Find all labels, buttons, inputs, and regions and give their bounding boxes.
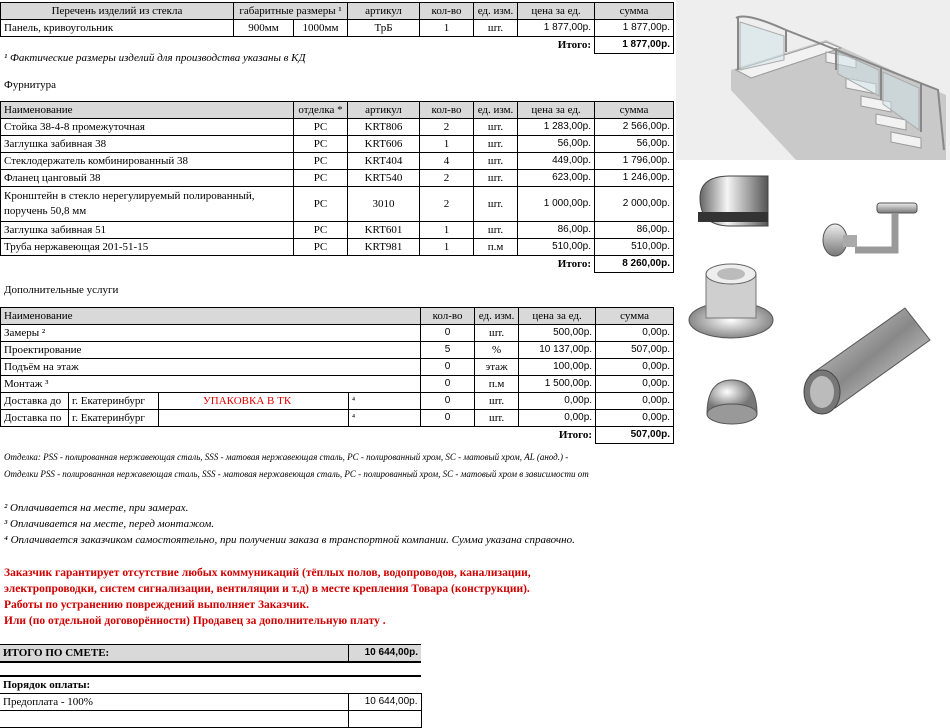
service-qty: 0 <box>421 359 475 376</box>
services-total-label: Итого: <box>558 429 593 442</box>
fittings-table <box>0 101 674 273</box>
item-unit: шт. <box>474 170 518 187</box>
item-qty: 1 <box>420 136 474 153</box>
service-city: г. Екатеринбург <box>69 410 159 427</box>
glass-header-price: цена за ед. <box>518 3 595 20</box>
grand-total-row <box>0 645 421 663</box>
glass-item-sum: 1 877,00р. <box>595 20 674 37</box>
service-sum: 0,00р. <box>596 325 674 342</box>
fittings-total-value: 8 260,00р. <box>595 256 674 273</box>
item-name-line1: Кронштейн в стекло нерегулируемый полированный, <box>4 190 255 202</box>
warning-line-1: Заказчик гарантирует отсутствие любых коммуникаций (тёплых полов, водопроводов, канализации, <box>4 567 531 579</box>
payment-row <box>0 694 421 711</box>
service-price: 100,00р. <box>519 359 596 376</box>
payment-table <box>0 675 422 728</box>
item-sum: 510,00р. <box>595 239 674 256</box>
service-sum: 0,00р. <box>596 410 674 427</box>
item-price: 449,00р. <box>518 153 595 170</box>
finish-note-2: Отделки PSS - полированная нержавеющая сталь, SSS - матовая нержавеющая сталь, PC - полированный хром, SC - матовый хром в зависимости от <box>4 469 589 479</box>
service-qty: 5 <box>421 342 475 359</box>
staircase-image <box>676 0 950 160</box>
table-row <box>1 325 674 342</box>
fittings-header-unit: ед. изм. <box>474 102 518 119</box>
glass-header-dims: габаритные размеры ¹ <box>234 3 348 20</box>
services-title: Дополнительные услуги <box>4 284 119 296</box>
item-article: 3010 <box>348 187 420 222</box>
item-sum: 86,00р. <box>595 222 674 239</box>
table-row <box>1 393 674 410</box>
payment-empty-row <box>0 711 421 728</box>
item-name: Фланец цанговый 38 <box>1 170 294 187</box>
service-unit: шт. <box>475 393 519 410</box>
item-article: KRT981 <box>348 239 420 256</box>
grand-total-value: 10 644,00р. <box>348 645 421 663</box>
service-name: Доставка по <box>1 410 69 427</box>
services-table <box>0 307 674 444</box>
item-finish: PC <box>294 153 348 170</box>
service-sum: 0,00р. <box>596 393 674 410</box>
item-unit: п.м <box>474 239 518 256</box>
service-qty: 0 <box>421 410 475 427</box>
service-sum: 507,00р. <box>596 342 674 359</box>
services-header-unit: ед. изм. <box>475 308 519 325</box>
service-unit: шт. <box>475 410 519 427</box>
item-unit: шт. <box>474 119 518 136</box>
table-row <box>1 359 674 376</box>
service-footnote-mark: ⁴ <box>349 410 421 427</box>
service-unit: % <box>475 342 519 359</box>
service-price: 0,00р. <box>519 393 596 410</box>
item-article: KRT606 <box>348 136 420 153</box>
glass-header-name: Перечень изделий из стекла <box>1 3 234 20</box>
service-sum: 0,00р. <box>596 376 674 393</box>
item-name: Заглушка забивная 38 <box>1 136 294 153</box>
service-qty: 0 <box>421 325 475 342</box>
fittings-header-qty: кол-во <box>420 102 474 119</box>
end-cap-icon <box>702 376 762 431</box>
item-name: Стойка 38-4-8 промежуточная <box>1 119 294 136</box>
item-unit: шт. <box>474 136 518 153</box>
payment-row-label: Предоплата - 100% <box>0 694 348 711</box>
item-qty: 2 <box>420 119 474 136</box>
glass-item-price: 1 877,00р. <box>518 20 595 37</box>
item-finish: PC <box>294 187 348 222</box>
glass-header-row <box>1 3 674 20</box>
pipe-icon <box>795 300 935 415</box>
glass-item-article: ТрБ <box>348 20 420 37</box>
services-header-price: цена за ед. <box>519 308 596 325</box>
item-finish: PC <box>294 119 348 136</box>
item-unit: шт. <box>474 187 518 222</box>
item-qty: 1 <box>420 239 474 256</box>
service-price: 10 137,00р. <box>519 342 596 359</box>
item-name <box>1 187 294 222</box>
fittings-header-name: Наименование <box>1 102 294 119</box>
glass-header-qty: кол-во <box>420 3 474 20</box>
glass-item-name: Панель, кривоугольник <box>1 20 234 37</box>
item-unit: шт. <box>474 153 518 170</box>
item-unit: шт. <box>474 222 518 239</box>
footnote-4: ⁴ Оплачивается заказчиком самостоятельно, при получении заказа в транспортной компании. Сумма указана справочно. <box>4 534 575 546</box>
service-sum: 0,00р. <box>596 359 674 376</box>
item-name: Труба нержавеющая 201-51-15 <box>1 239 294 256</box>
table-row <box>1 342 674 359</box>
payment-row-value: 10 644,00р. <box>348 694 421 711</box>
services-header-sum: сумма <box>596 308 674 325</box>
handrail-bracket-icon <box>815 195 925 265</box>
fittings-header-finish: отделка * <box>294 102 348 119</box>
item-sum: 1 796,00р. <box>595 153 674 170</box>
item-article: KRT540 <box>348 170 420 187</box>
fittings-header-row <box>1 102 674 119</box>
service-extra-note: УПАКОВКА В ТК <box>159 393 349 410</box>
services-header-qty: кол-во <box>421 308 475 325</box>
table-row <box>1 410 674 427</box>
payment-title: Порядок оплаты: <box>0 676 421 694</box>
table-row <box>1 376 674 393</box>
item-finish: PC <box>294 136 348 153</box>
glass-item-width: 900мм <box>234 20 294 37</box>
service-price: 0,00р. <box>519 410 596 427</box>
service-price: 500,00р. <box>519 325 596 342</box>
table-row <box>1 170 674 187</box>
service-qty: 0 <box>421 393 475 410</box>
table-row <box>1 187 674 222</box>
table-row <box>1 20 674 37</box>
item-price: 1 283,00р. <box>518 119 595 136</box>
item-qty: 4 <box>420 153 474 170</box>
item-sum: 1 246,00р. <box>595 170 674 187</box>
table-row <box>1 153 674 170</box>
fittings-title: Фурнитура <box>4 79 57 91</box>
grand-total-table <box>0 644 421 663</box>
glass-header-article: артикул <box>348 3 420 20</box>
glass-item-unit: шт. <box>474 20 518 37</box>
fittings-total-row <box>1 256 674 273</box>
table-row <box>1 222 674 239</box>
item-sum: 2 000,00р. <box>595 187 674 222</box>
footnote-2: ² Оплачивается на месте, при замерах. <box>4 502 189 514</box>
fittings-total-label: Итого: <box>557 258 591 271</box>
service-footnote-mark: ⁴ <box>349 393 421 410</box>
glass-item-height: 1000мм <box>294 20 348 37</box>
service-unit: шт. <box>475 325 519 342</box>
finish-note-1: Отделка: PSS - полированная нержавеющая сталь, SSS - матовая нержавеющая сталь, PC - полированный хром, SC - матовый хром, AL (анод.) - <box>4 452 569 462</box>
service-name: Замеры ² <box>1 325 421 342</box>
item-article: KRT601 <box>348 222 420 239</box>
item-price: 1 000,00р. <box>518 187 595 222</box>
service-price: 1 500,00р. <box>519 376 596 393</box>
fittings-header-sum: сумма <box>595 102 674 119</box>
flange-icon <box>686 262 781 342</box>
table-row <box>1 239 674 256</box>
item-price: 510,00р. <box>518 239 595 256</box>
glass-header-sum: сумма <box>595 3 674 20</box>
glass-header-unit: ед. изм. <box>474 3 518 20</box>
fittings-header-article: артикул <box>348 102 420 119</box>
warning-line-2: электропроводки, систем сигнализации, вентиляции и т.д) в месте крепления Товара (конструкции). <box>4 583 530 595</box>
services-header-name: Наименование <box>1 308 421 325</box>
service-name: Монтаж ³ <box>1 376 421 393</box>
services-header-row <box>1 308 674 325</box>
item-qty: 2 <box>420 187 474 222</box>
item-price: 623,00р. <box>518 170 595 187</box>
service-unit: этаж <box>475 359 519 376</box>
item-article: KRT404 <box>348 153 420 170</box>
services-total-value: 507,00р. <box>596 427 674 444</box>
item-finish: PC <box>294 239 348 256</box>
warning-line-3: Работы по устранению повреждений выполняет Заказчик. <box>4 599 309 611</box>
grand-total-label: ИТОГО ПО СМЕТЕ: <box>0 645 348 663</box>
glass-total-row <box>1 37 674 54</box>
services-total-row <box>1 427 674 444</box>
glass-total-label: Итого: <box>557 39 591 52</box>
item-sum: 2 566,00р. <box>595 119 674 136</box>
table-row <box>1 119 674 136</box>
glass-item-qty: 1 <box>420 20 474 37</box>
item-article: KRT806 <box>348 119 420 136</box>
item-finish: PC <box>294 222 348 239</box>
item-price: 56,00р. <box>518 136 595 153</box>
item-qty: 2 <box>420 170 474 187</box>
item-name: Стеклодержатель комбинированный 38 <box>1 153 294 170</box>
payment-title-row <box>0 676 421 694</box>
service-qty: 0 <box>421 376 475 393</box>
glass-total-value: 1 877,00р. <box>595 37 674 54</box>
footnote-3: ³ Оплачивается на месте, перед монтажом. <box>4 518 214 530</box>
warning-line-4: Или (по отдельной договорённости) Продавец за дополнительную плату . <box>4 615 386 627</box>
item-finish: PC <box>294 170 348 187</box>
item-sum: 56,00р. <box>595 136 674 153</box>
fittings-header-price: цена за ед. <box>518 102 595 119</box>
item-price: 86,00р. <box>518 222 595 239</box>
item-name-line2: поручень 50,8 мм <box>4 205 87 217</box>
service-name: Доставка до <box>1 393 69 410</box>
item-name: Заглушка забивная 51 <box>1 222 294 239</box>
service-name: Проектирование <box>1 342 421 359</box>
service-unit: п.м <box>475 376 519 393</box>
note-dimensions: ¹ Фактические размеры изделий для производства указаны в КД <box>4 52 306 64</box>
service-name: Подъём на этаж <box>1 359 421 376</box>
table-row <box>1 136 674 153</box>
item-qty: 1 <box>420 222 474 239</box>
service-city: г. Екатеринбург <box>69 393 159 410</box>
glass-table <box>0 2 674 54</box>
glass-clamp-icon <box>690 168 780 248</box>
